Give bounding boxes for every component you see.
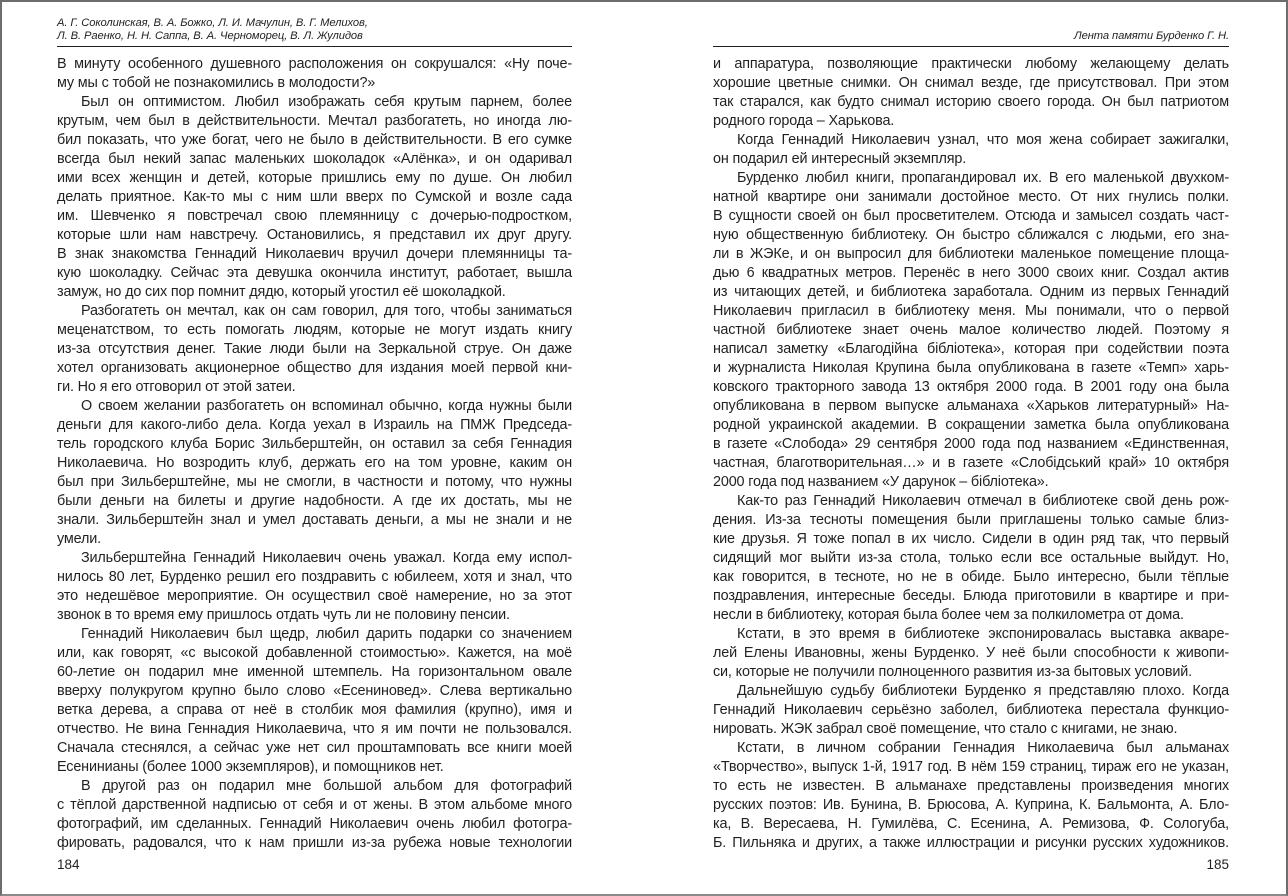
text-line: несли в библиотеку, которая была более чем за полкилометра от дома.: [713, 607, 1184, 623]
text-line: нилось 80 лет, Бурденко решил его поздравить с юбилеем, хотя и знал, что: [57, 569, 572, 585]
text-line: Николаевича. Но возродить клуб, держать его на том уровне, каким он: [57, 455, 572, 471]
text-line: кую шоколадку. Сейчас эта девушка окончила институт, работает, вышла: [57, 265, 572, 281]
text-line: Геннадий Николаевич серьёзно заболел, библиотека перестала функцио-: [713, 702, 1229, 718]
text-line: меценатством, то есть помогать людям, которые не могут издать книгу: [57, 322, 572, 338]
right-page: [713, 2, 1229, 894]
text-line: дью 6 квадратных метров. Перенёс в него 3000 своих книг. Создал актив: [713, 265, 1229, 281]
text-line: знали. Зильберштейн знал и умел доставать деньги, а мы не знали и не: [57, 512, 572, 528]
left-page: [57, 2, 572, 894]
text-line: замуж, но до сих пор помнит дядю, который угостил её шоколадкой.: [57, 284, 506, 300]
text-line: родного города – Харькова.: [713, 113, 895, 129]
text-line: или, как говорят, «с высокой добавленной стоимостью». Кажется, на моё: [57, 645, 572, 661]
text-line: так старался, как будто снимал историю своего города. Он был патриотом: [713, 94, 1229, 110]
text-line: «Творчество», выпуск 1-й, 1917 год. В нём 159 страниц, тираж его не указан,: [713, 759, 1229, 775]
text-line: и журналиста Николая Крупина была опубликована в газете «Темп» харь-: [713, 360, 1229, 376]
running-head-line-2: Л. В. Раенко, Н. Н. Саппа, В. А. Черноморец, В. Л. Жулидов: [57, 29, 363, 42]
text-line: В сущности своей он был просветителем. Отсюда и замысел создать част-: [713, 208, 1229, 224]
text-line: тель городского клуба Борис Зильберштейн, он оставил за себя Геннадия: [57, 436, 572, 452]
text-line: му мы с тобой не познакомились в молодости?»: [57, 75, 376, 91]
text-line: опубликована в первом выпуске альманаха «Харьков литературный» На-: [713, 398, 1229, 414]
text-line: бил показать, что уже богат, чего не было в действительности. В его сумке: [57, 132, 572, 148]
text-line: натной квартире они занимали достойное место. От них гнулись полки.: [713, 189, 1229, 205]
text-line: из-за отсутствия денег. Такие люди были на Зеркальной струе. Он даже: [57, 341, 572, 357]
text-line: им. Шевченко я повстречал свою племянницу с дочерью-подростком,: [57, 208, 572, 224]
text-line: ги. Но я его отговорил от этой затеи.: [57, 379, 296, 395]
running-head-title: [713, 30, 1229, 43]
text-line: крутым, чем был в действительности. Мечтал разбогатеть, но иногда лю-: [57, 113, 572, 129]
text-line: Николаевич пригласил в библиотеку меня. Мы понимали, что о первой: [713, 303, 1229, 319]
header-rule: [713, 46, 1229, 47]
paragraph-first-line: Был он оптимистом. Любил изображать себя крутым парнем, более: [81, 94, 572, 110]
text-line: деньги для какого-либо дела. Когда уехал в Израиль на ПМЖ Председа-: [57, 417, 572, 433]
text-line: кие друзья. Я тоже попал в их число. Сидели в один ряд так, что первый: [713, 531, 1229, 547]
text-line: в газете «Слобода» 29 сентября 2000 года под названием «Единственная,: [713, 436, 1229, 452]
text-line: умели.: [57, 531, 101, 547]
text-line: поздравления, интересные беседы. Блюда приготовили в квартире и при-: [713, 588, 1229, 604]
paragraph-first-line: Разбогатеть он мечтал, как он сам говорил, для того, чтобы заниматься: [81, 303, 572, 319]
paragraph-first-line: Кстати, в это время в библиотеке экспонировалась выставка акваре-: [737, 626, 1229, 642]
text-line: из читающих детей, и библиотека заработала. Одним из первых Геннадий: [713, 284, 1229, 300]
text-line: ветка дерева, а справа от неё в столбик моя фамилия (крупно), имя и: [57, 702, 572, 718]
paragraph-first-line: Бурденко любил книги, пропагандировал их. В его маленькой двухком-: [737, 170, 1229, 186]
text-line: и аппаратура, позволяющие практически любому желающему делать: [713, 56, 1229, 72]
body-text: [57, 55, 572, 853]
text-line: с тёплой дарственной надписью от себя и от жены. В этом альбоме много: [57, 797, 572, 813]
paragraph-first-line: Зильберштейна Геннадий Николаевич очень уважал. Когда ему испол-: [81, 550, 572, 566]
body-text: [713, 55, 1229, 853]
text-line: дения. Из-за тесноты помещения были приглашены только самые близ-: [713, 512, 1229, 528]
text-line: хотел организовать акционерное общество для издания моей первой кни-: [57, 360, 572, 376]
text-line: Сначала стеснялся, а сейчас уже нет сил проштамповать все книги моей: [57, 740, 572, 756]
text-line: вверху полукругом крупно было слово «Есениновед». Слева вертикально: [57, 683, 572, 699]
text-line: всегда был некий запас маленьких шоколадок «Алёнка», и он одаривал: [57, 151, 572, 167]
paragraph-first-line: О своем желании разбогатеть он вспоминал обычно, когда нужны были: [81, 398, 572, 414]
text-line: В знак знакомства Геннадий Николаевич вручил дочери племянницы та-: [57, 246, 572, 262]
text-line: были деньги на билеты и другие надобности. А где их достать, мы не: [57, 493, 572, 509]
paragraph-first-line: Когда Геннадий Николаевич узнал, что моя жена собирает зажигалки,: [737, 132, 1229, 148]
text-line: си, которые не получили полноценного развития из-за бытовых условий.: [713, 664, 1192, 680]
paragraph-first-line: Дальнейшую судьбу библиотеки Бурденко я представляю плохо. Когда: [737, 683, 1229, 699]
text-line: Есенинианы (более 1000 экземпляров), и помощников нет.: [57, 759, 444, 775]
page-number: 185: [1206, 857, 1229, 872]
text-line: то есть не известен. В альманахе представлены произведения многих: [713, 778, 1229, 794]
text-line: фировать, радовался, что к нам пришли из-за рубежа новые технологии: [57, 835, 572, 851]
text-line: он подарил ей интересный экземпляр.: [713, 151, 967, 167]
text-line: которые шли нам навстречу. Остановились, я представил их друг другу.: [57, 227, 572, 243]
text-line: был при Зильберштейне, мы не смогли, в частности и потому, что нужны: [57, 474, 572, 490]
text-line: написал заметку «Благодійна бібліотека», которая при содействии поэта: [713, 341, 1229, 357]
text-line: частная, благотворительная…» и в газете «Слобідський край» 10 октября: [713, 455, 1229, 471]
text-line: родной украинской академии. В сокращении заметка была опубликована: [713, 417, 1229, 433]
text-line: Б. Пильняка и других, а также иллюстрации и рисунки русских художников.: [713, 835, 1229, 851]
running-head-line-1: А. Г. Соколинская, В. А. Божко, Л. И. Мачулин, В. Г. Мелихов,: [57, 17, 368, 29]
paragraph-first-line: Геннадий Николаевич был щедр, любил дарить подарки со значением: [81, 626, 572, 642]
paragraph-first-line: Кстати, в личном собрании Геннадия Николаевича был альманах: [737, 740, 1229, 756]
text-line: отчество. Не вина Геннадия Николаевича, что я им почти не пользовался.: [57, 721, 572, 737]
text-line: звонок в то время ему пришлось отдать чуть ли не половину пенсии.: [57, 607, 510, 623]
text-line: нировать. ЖЭК забрал своё помещение, что стало с книгами, не знаю.: [713, 721, 1178, 737]
text-line: как говорится, в тесноте, но не в обиде. Было интересно, были тёплые: [713, 569, 1229, 585]
running-head-line-1: Лента памяти Бурденко Г. Н.: [1074, 30, 1229, 42]
text-line: 60-летие он подарил мне именной штемпель. На горизонтальном овале: [57, 664, 572, 680]
text-line: В минуту особенного душевного расположения он сокрушался: «Ну поче-: [57, 56, 572, 72]
text-line: 2000 года под названием «У дарунок – бібліотека».: [713, 474, 1049, 490]
page-number: 184: [57, 857, 80, 872]
text-line: ли в ЖЭКе, и он выпросил для библиотеки маленькое помещение площа-: [713, 246, 1229, 262]
text-line: ими всех женщин и детей, которые пришлись ему по душе. Он любил: [57, 170, 572, 186]
paragraph-first-line: Как-то раз Геннадий Николаевич отмечал в библиотеке свой день рож-: [737, 493, 1229, 509]
text-line: ка, В. Вересаева, Н. Гумилёва, С. Есенина, А. Ремизова, Ф. Сологуба,: [713, 816, 1229, 832]
text-line: сидящий мог выйти из-за стола, только если все остальные выйдут. Но,: [713, 550, 1229, 566]
text-line: хорошие цветные снимки. Он снимал везде, где присутствовал. При этом: [713, 75, 1229, 91]
text-line: это недешёвое мероприятие. Он осуществил своё намерение, но за этот: [57, 588, 572, 604]
text-line: частной библиотеке знает очень малое количество людей. Поэтому я: [713, 322, 1229, 338]
text-line: русских поэтов: Ив. Бунина, В. Брюсова, А. Куприна, К. Бальмонта, А. Бло-: [713, 797, 1229, 813]
text-line: делать приятное. Как-то мы с ним шли вверх по Сумской и возле сада: [57, 189, 572, 205]
text-line: фотографий, им сделанных. Геннадий Николаевич очень любил фотогра-: [57, 816, 572, 832]
running-head-authors: [57, 17, 572, 42]
text-line: лей Елены Ивановны, жены Бурденко. У неё были способности к живопи-: [713, 645, 1229, 661]
text-line: ную общественную библиотеку. Он быстро сближался с людьми, его зна-: [713, 227, 1229, 243]
text-line: ковского тракторного завода 13 октября 2000 года. В 2001 году она была: [713, 379, 1229, 395]
header-rule: [57, 46, 572, 47]
paragraph-first-line: В другой раз он подарил мне большой альбом для фотографий: [81, 778, 572, 794]
